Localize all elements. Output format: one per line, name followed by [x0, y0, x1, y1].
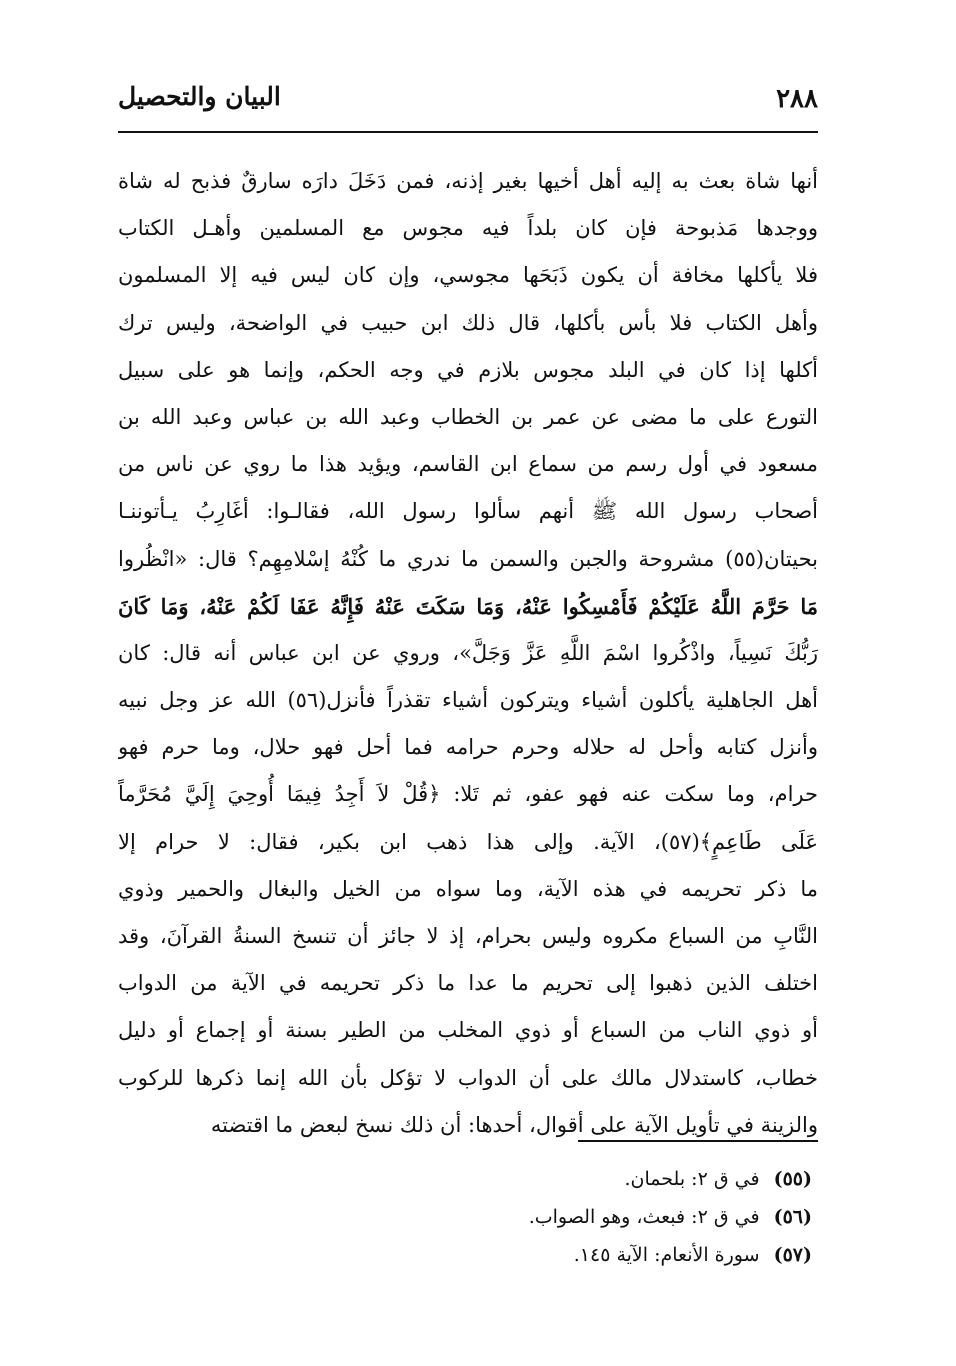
footnote-number: (٥٧) [773, 1244, 812, 1266]
text-line: أهل الجاهلية يأكلون أشياء ويتركون أشياء تقذراً فأنزل(٥٦) الله عز وجل نبيه [118, 688, 818, 713]
text-line: النَّابِ من السباع مكروه وليس بحرام، إذ لا جائز أن تنسخ السنةُ القرآنَ، وقد [118, 924, 818, 948]
text-line: خطاب، كاستدلال مالك على أن الدواب لا تؤكل بأن الله إنما ذكرها للركوب [118, 1065, 818, 1090]
text-line: أو ذوي الناب من السباع أو ذوي المخلب من الطير بسنة أو إجماع أو دليل [118, 1018, 818, 1043]
footnote-text: سورة الأنعام: الآية ١٤٥. [573, 1244, 760, 1266]
text-line: بحيتان(٥٥) مشروحة والجبن والسمن ما ندري ما كُنْهُ إسْلامِهِم؟ قال: «انْظُروا [118, 546, 818, 571]
text-line: التورع على ما مضى عن عمر بن الخطاب وعبد الله بن عباس وعبد الله بن [118, 404, 818, 429]
quran-verse-line: عَلَى طَاعِمٍ﴾(٥٧)، الآية. وإلى هذا ذهب ابن بكير، فقال: لا حرام إلا [118, 829, 818, 854]
text-line: ووجدها مَذبوحة فإن كان بلداً فيه مجوس مع المسلمين وأهـل الكتاب [118, 216, 818, 241]
hadith-line: مَا حَرَّمَ اللَّهُ عَلَيْكُمْ فَأَمْسِكُوا عَنْهُ، وَمَا سَكَتَ عَنْهُ فَإِنَّهُ عَفَا لَكُمْ عَنْهُ، وَمَا كَانَ [118, 593, 818, 619]
main-text [118, 158, 818, 1149]
footnote-text: في ق ٢: فبعث، وهو الصواب. [528, 1206, 760, 1228]
text-line: ما ذكر تحريمه في هذه الآية، وما سواه من الخيل والبغال والحمير وذوي [118, 876, 818, 901]
book-title: البيان والتحصيل [118, 82, 281, 111]
running-head [118, 78, 818, 124]
footnote [300, 1160, 812, 1198]
footnotes [300, 1160, 812, 1274]
header-rule [118, 131, 818, 133]
text-line: اختلف الذين ذهبوا إلى تحريم ما عدا ما ذكر تحريمه في الآية من الدواب [118, 971, 818, 996]
text-line: وأنزل كتابه وأحل له حلاله وحرم حرامه فما أحل فهو حلال، وما حرم فهو [118, 735, 818, 760]
text-line: أصحاب رسول الله ﷺ أنهم سألوا رسول الله، فقالـوا: أغَارِبُ يـأتوننـا [118, 499, 818, 524]
quran-verse-line: حرام، وما سكت عنه فهو عفو، ثم تَلا: ﴿قُلْ لاَ أَجِدُ فِيمَا أُوحِيَ إِلَيَّ مُحَرَّماً [118, 782, 818, 807]
text-line: فلا يأكلها مخافة أن يكون ذَبَحَها مجوسي، وإن كان ليس فيه إلا المسلمون [118, 263, 818, 288]
page-number: ٢٨٨ [776, 84, 818, 114]
text-line: أكلها إذا كان في البلد مجوس بلازم في وجه الحكم، وإنما هو على سبيل [118, 357, 818, 382]
footnote-text: في ق ٢: بلحمان. [624, 1168, 760, 1190]
footnote-number: (٥٦) [773, 1206, 812, 1228]
footnote-number: (٥٥) [773, 1168, 812, 1190]
text-line: رَبُّكَ نَسِياً، واذْكُروا اسْمَ اللَّهِ عَزَّ وَجَلَّ»، وروي عن ابن عباس أنه قال: كان [118, 640, 818, 665]
text-line: والزينة في تأويل الآية على أقوال، أحدها: أن ذلك نسخ لبعض ما اقتضته [210, 1112, 818, 1137]
footnote [300, 1198, 812, 1236]
text-line: وأهل الكتاب فلا بأس بأكلها، قال ذلك ابن حبيب في الواضحة، وليس ترك [118, 310, 818, 335]
footnote-rule [578, 1140, 818, 1142]
footnote [300, 1236, 812, 1274]
text-line: أنها شاة بعث به إليه أهل أخيها بغير إذنه، فمن دَخَلَ دارَه سارقٌ فذبح له شاة [118, 169, 818, 193]
text-line: مسعود في أول رسم من سماع ابن القاسم، ويؤيد هذا ما روي عن ناس من [118, 452, 818, 477]
